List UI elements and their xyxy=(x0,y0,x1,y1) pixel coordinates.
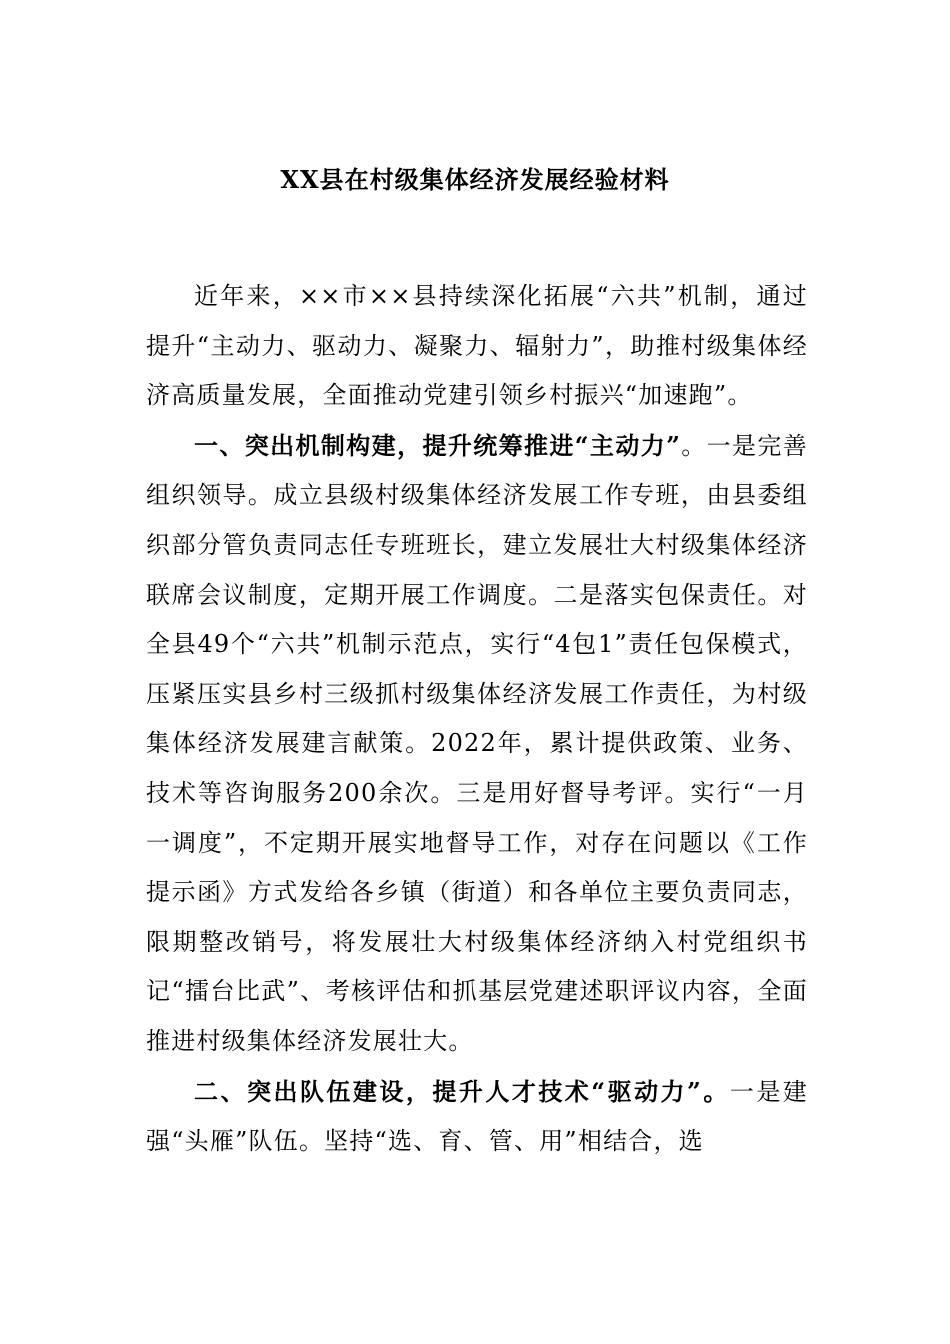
paragraph-section-2 xyxy=(146,1067,808,1167)
paragraph-text: 。一是完善组织领导。成立县级村级集体经济发展工作专班，由县委组织部分管负责同志任专班班长，建立发展壮大村级集体经济联席会议制度，定期开展工作调度。二是落实包保责任。对全县49个“六共”机制示范点，实行“4包1”责任包保模式，压紧压实县乡村三级抓村级集体经济发展工作责任，为村级集体经济发展建言献策。2022年，累计提供政策、业务、技术等咨询服务200余次。三是用好督导考评。实行“一月一调度”，不定期开展实地督导工作，对存在问题以《工作提示函》方式发给各乡镇（街道）和各单位主要负责同志，限期整改销号，将发展壮大村级集体经济纳入村党组织书记“擂台比武”、考核评估和抓基层党建述职评议内容，全面推进村级集体经济发展壮大。 xyxy=(146,431,809,1055)
section-heading: 二、突出队伍建设，提升人才技术“驱动力”。 xyxy=(194,1076,730,1106)
paragraph-intro xyxy=(146,272,808,421)
document-title: XX县在村级集体经济发展经验材料 xyxy=(280,165,670,194)
paragraph-text: 一是建强“头雁”队伍。坚持“选、育、管、用”相结合，选 xyxy=(146,1077,809,1156)
paragraph-section-1 xyxy=(146,421,808,1067)
paragraph-text: 近年来，××市××县持续深化拓展“六共”机制，通过提升“主动力、驱动力、凝聚力、辐射力”，助推村级集体经济高质量发展，全面推动党建引领乡村振兴“加速跑”。 xyxy=(146,282,808,410)
section-heading: 一、突出机制构建，提升统筹推进“主动力” xyxy=(194,430,682,460)
document-body xyxy=(146,272,808,1167)
